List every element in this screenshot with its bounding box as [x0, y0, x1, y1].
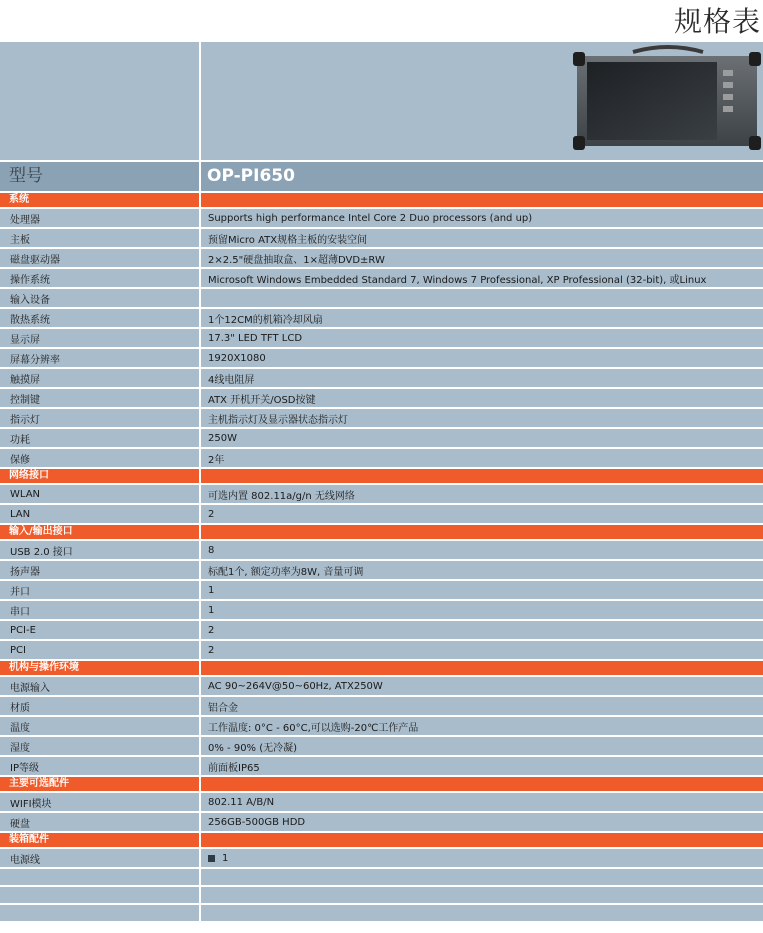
spec-label — [0, 905, 201, 921]
spec-label: 电源线 — [0, 849, 201, 867]
image-label-cell — [0, 42, 201, 160]
spec-row — [0, 247, 763, 267]
spec-label: PCI — [0, 641, 201, 659]
spec-value: Supports high performance Intel Core 2 Duo processors (and up) — [201, 209, 763, 227]
spec-row — [0, 903, 763, 921]
spec-value — [201, 289, 763, 307]
spec-table — [0, 42, 763, 921]
spec-row — [0, 755, 763, 775]
spec-value: Microsoft Windows Embedded Standard 7, Windows 7 Professional, XP Professional (32-bit), 或Linux — [201, 269, 763, 287]
section-title: 机构与操作环境 — [0, 661, 201, 675]
spec-value: 1 — [201, 601, 763, 619]
spec-value: 主机指示灯及显示器状态指示灯 — [201, 409, 763, 427]
spec-value: 2 — [201, 505, 763, 523]
spec-value: 标配1个, 额定功率为8W, 音量可调 — [201, 561, 763, 579]
spec-value: 17.3" LED TFT LCD — [201, 329, 763, 347]
spec-row — [0, 407, 763, 427]
spec-value: 可选内置 802.11a/g/n 无线网络 — [201, 485, 763, 503]
spec-row — [0, 503, 763, 523]
spec-value: 250W — [201, 429, 763, 447]
section-header-row — [0, 775, 763, 791]
spec-value: 2×2.5"硬盘抽取盒、1×超薄DVD±RW — [201, 249, 763, 267]
spec-label: 湿度 — [0, 737, 201, 755]
section-header-row — [0, 831, 763, 847]
section-header-row — [0, 523, 763, 539]
spec-label: 输入设备 — [0, 289, 201, 307]
spec-label: PCI-E — [0, 621, 201, 639]
spec-label: 磁盘驱动器 — [0, 249, 201, 267]
spec-label: 显示屏 — [0, 329, 201, 347]
section-fill — [201, 525, 763, 539]
spec-row — [0, 427, 763, 447]
spec-row — [0, 811, 763, 831]
spec-value: 4线电阻屏 — [201, 369, 763, 387]
spec-label: 指示灯 — [0, 409, 201, 427]
spec-rows — [0, 191, 763, 921]
spec-label: 串口 — [0, 601, 201, 619]
section-fill — [201, 777, 763, 791]
spec-label: 电源输入 — [0, 677, 201, 695]
spec-value: 1920X1080 — [201, 349, 763, 367]
spec-value — [201, 905, 763, 921]
section-title: 主要可选配件 — [0, 777, 201, 791]
spec-row — [0, 735, 763, 755]
spec-label: WIFI模块 — [0, 793, 201, 811]
section-title: 装箱配件 — [0, 833, 201, 847]
square-bullet-icon — [208, 855, 215, 862]
spec-value — [201, 887, 763, 903]
spec-row — [0, 539, 763, 559]
spec-value: 前面板IP65 — [201, 757, 763, 775]
spec-label: USB 2.0 接口 — [0, 541, 201, 559]
section-fill — [201, 469, 763, 483]
spec-row — [0, 307, 763, 327]
spec-label: 材质 — [0, 697, 201, 715]
spec-row — [0, 483, 763, 503]
section-fill — [201, 833, 763, 847]
spec-label — [0, 869, 201, 885]
spec-row — [0, 885, 763, 903]
model-row — [0, 160, 763, 191]
spec-value-text: 1 — [222, 852, 229, 864]
spec-label: 处理器 — [0, 209, 201, 227]
spec-label: 功耗 — [0, 429, 201, 447]
spec-value: 1个12CM的机箱冷却风扇 — [201, 309, 763, 327]
section-header-row — [0, 191, 763, 207]
spec-row — [0, 639, 763, 659]
image-cell — [201, 42, 763, 160]
spec-row — [0, 867, 763, 885]
spec-value: 工作温度: 0°C - 60°C,可以选购-20℃工作产品 — [201, 717, 763, 735]
spec-value: 8 — [201, 541, 763, 559]
spec-row — [0, 715, 763, 735]
spec-value: AC 90~264V@50~60Hz, ATX250W — [201, 677, 763, 695]
spec-value: 2年 — [201, 449, 763, 467]
spec-label: 触摸屏 — [0, 369, 201, 387]
spec-row — [0, 347, 763, 367]
spec-label: LAN — [0, 505, 201, 523]
section-title: 输入/输出接口 — [0, 525, 201, 539]
spec-row — [0, 559, 763, 579]
spec-label: IP等级 — [0, 757, 201, 775]
spec-row — [0, 579, 763, 599]
spec-value: 256GB-500GB HDD — [201, 813, 763, 831]
spec-value: 0% - 90% (无冷凝) — [201, 737, 763, 755]
spec-value — [201, 869, 763, 885]
spec-label: 操作系统 — [0, 269, 201, 287]
spec-row — [0, 675, 763, 695]
spec-row — [0, 447, 763, 467]
model-label: 型号 — [0, 162, 201, 191]
spec-value — [201, 849, 763, 867]
spec-label: 硬盘 — [0, 813, 201, 831]
spec-row — [0, 227, 763, 247]
spec-value: 铝合金 — [201, 697, 763, 715]
spec-value: 预留Micro ATX规格主板的安装空间 — [201, 229, 763, 247]
spec-value: 2 — [201, 641, 763, 659]
spec-label: 扬声器 — [0, 561, 201, 579]
page-title: 规格表 — [673, 5, 761, 38]
spec-label: 温度 — [0, 717, 201, 735]
spec-row — [0, 387, 763, 407]
spec-row — [0, 599, 763, 619]
section-title: 系统 — [0, 193, 201, 207]
spec-label: 控制键 — [0, 389, 201, 407]
model-value: OP-PI650 — [201, 162, 763, 191]
spec-row — [0, 619, 763, 639]
spec-label: 屏幕分辨率 — [0, 349, 201, 367]
spec-row — [0, 287, 763, 307]
spec-row — [0, 267, 763, 287]
product-image-row — [0, 42, 763, 160]
section-fill — [201, 661, 763, 675]
spec-value: ATX 开机开关/OSD按键 — [201, 389, 763, 407]
spec-row — [0, 847, 763, 867]
spec-label: 主板 — [0, 229, 201, 247]
spec-label: 散热系统 — [0, 309, 201, 327]
spec-label: WLAN — [0, 485, 201, 503]
spec-label: 并口 — [0, 581, 201, 599]
spec-row — [0, 791, 763, 811]
section-fill — [201, 193, 763, 207]
spec-row — [0, 327, 763, 347]
product-image — [573, 42, 763, 160]
section-header-row — [0, 467, 763, 483]
spec-value: 2 — [201, 621, 763, 639]
spec-row — [0, 367, 763, 387]
spec-label: 保修 — [0, 449, 201, 467]
spec-row — [0, 207, 763, 227]
spec-value: 802.11 A/B/N — [201, 793, 763, 811]
section-title: 网络接口 — [0, 469, 201, 483]
spec-row — [0, 695, 763, 715]
spec-label — [0, 887, 201, 903]
section-header-row — [0, 659, 763, 675]
spec-value: 1 — [201, 581, 763, 599]
